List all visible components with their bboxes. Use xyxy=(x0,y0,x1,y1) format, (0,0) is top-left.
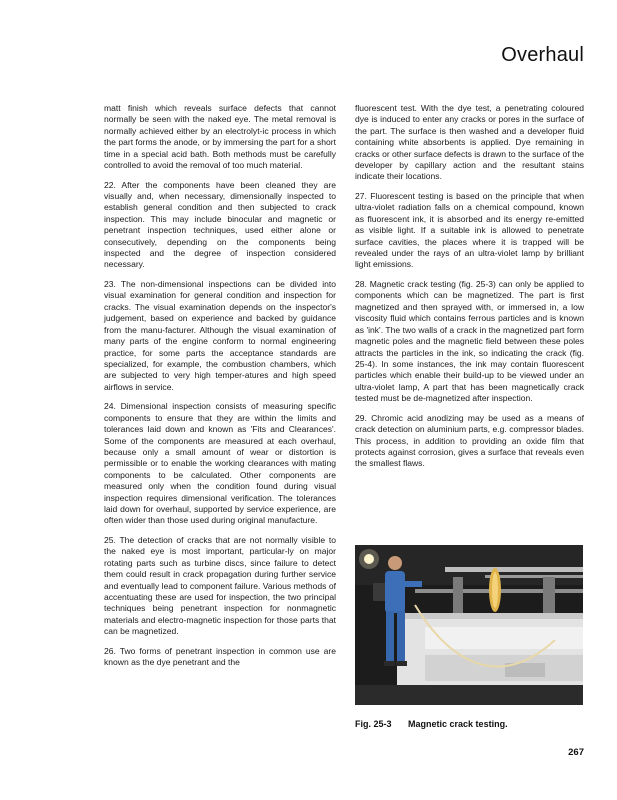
paragraph: 22. After the components have been cleaned they are visually and, when necessary, dimensionally inspected to establish general condition and then subjected to crack inspection. This may include binocular and magnetic or penetrant inspection techniques, used either alone or consecutively, depending on the components being inspected and the degree of inspection considered necessary. xyxy=(104,179,336,270)
paragraph: 25. The detection of cracks that are not normally visible to the naked eye is most important, particular-ly on major rotating parts such as turbine discs, since failure to detect them could result in crack propagation during further service and eventually lead to component failure. Various methods of accentuating these are used for inspection, the two principal techniques being penetrant inspection for nonmagnetic materials and electro-magnetic inspection for those parts that can be magnetized. xyxy=(104,534,336,637)
paragraph: matt finish which reveals surface defects that cannot normally be seen with the naked eye. The metal removal is normally achieved either by an electrolyt-ic process in which the part forms the anode, or by immersing the part for a short time in a special acid bath. Both methods must be carefully controlled to avoid the removal of too much material. xyxy=(104,103,336,171)
paragraph: fluorescent test. With the dye test, a penetrating coloured dye is induced to enter any cracks or pores in the surface of the part. The surface is then washed and a developer fluid containing white absorbents is applied. Dye remaining in cracks or other surface defects is drawn to the surface of the developer by capillary action and the resultant stains indicate their locations. xyxy=(355,103,584,182)
right-text-column xyxy=(355,103,584,478)
figure-number: Fig. 25-3 xyxy=(355,719,392,729)
magnetic-crack-testing-photo xyxy=(355,545,583,705)
page-number: 267 xyxy=(568,747,584,758)
paragraph: 26. Two forms of penetrant inspection in common use are known as the dye penetrant and the xyxy=(104,645,336,668)
page-header-title: Overhaul xyxy=(501,44,584,66)
figure-caption xyxy=(355,719,508,729)
paragraph: 28. Magnetic crack testing (fig. 25-3) can only be applied to components which can be magnetized. The part is first magnetized and then sprayed with, or immersed in, a low viscosity fluid which contains ferrous particles and is known as 'ink'. The two walls of a crack in the magnetized part form magnetic poles and the magnetic field between these poles attracts the particles in the ink, so indicating the crack (fig. 25-4). In some instances, the ink may contain fluorescent particles which enable their build-up to be viewed under an ultra-violet lamp, A part that has been magnetically crack tested must be de-magnetized after inspection. xyxy=(355,279,584,404)
paragraph: 23. The non-dimensional inspections can be divided into visual examination for general condition and inspection for cracks. The visual examination depends on the inspector's judgement, based on experience and backed by guidance from the manu-facturer. Although the visual examination of many parts of the engine conform to normal engineering practice, for some parts the acceptance standards are specialized, for example, the combustion chambers, which are subjected to very high temper-atures and high speed airflows in service. xyxy=(104,279,336,392)
left-text-column xyxy=(104,103,336,677)
figure-caption-text: Magnetic crack testing. xyxy=(408,719,508,729)
paragraph: 29. Chromic acid anodizing may be used as a means of crack detection on aluminium parts, e.g. compressor blades. This process, in addition to providing an oxide film that protects against corrosion, gives a surface that reveals even the smallest flaws. xyxy=(355,412,584,469)
paragraph: 27. Fluorescent testing is based on the principle that when ultra-violet radiation falls on a chemical compound, known as fluorescent ink, it is absorbed and its energy re-emitted as visible light. If a suitable ink is allowed to penetrate surface cavities, the places where it is trapped will be revealed under the rays of an ultra-violet lamp by brilliant light emissions. xyxy=(355,191,584,270)
photo-illustration xyxy=(355,545,583,705)
paragraph: 24. Dimensional inspection consists of measuring specific components to ensure that they are within the limits and tolerances laid down and known as 'Fits and Clearances'. Some of the components are measured at each overhaul, because only a small amount of wear or distortion is permissible or to enable the working clearances with mating components to be calculated. Other components are measured only when the condition found during visual inspection requires dimensional verification. The tolerances laid down for overhaul, supported by service experience, are often wider than those used during original manufacture. xyxy=(104,401,336,526)
